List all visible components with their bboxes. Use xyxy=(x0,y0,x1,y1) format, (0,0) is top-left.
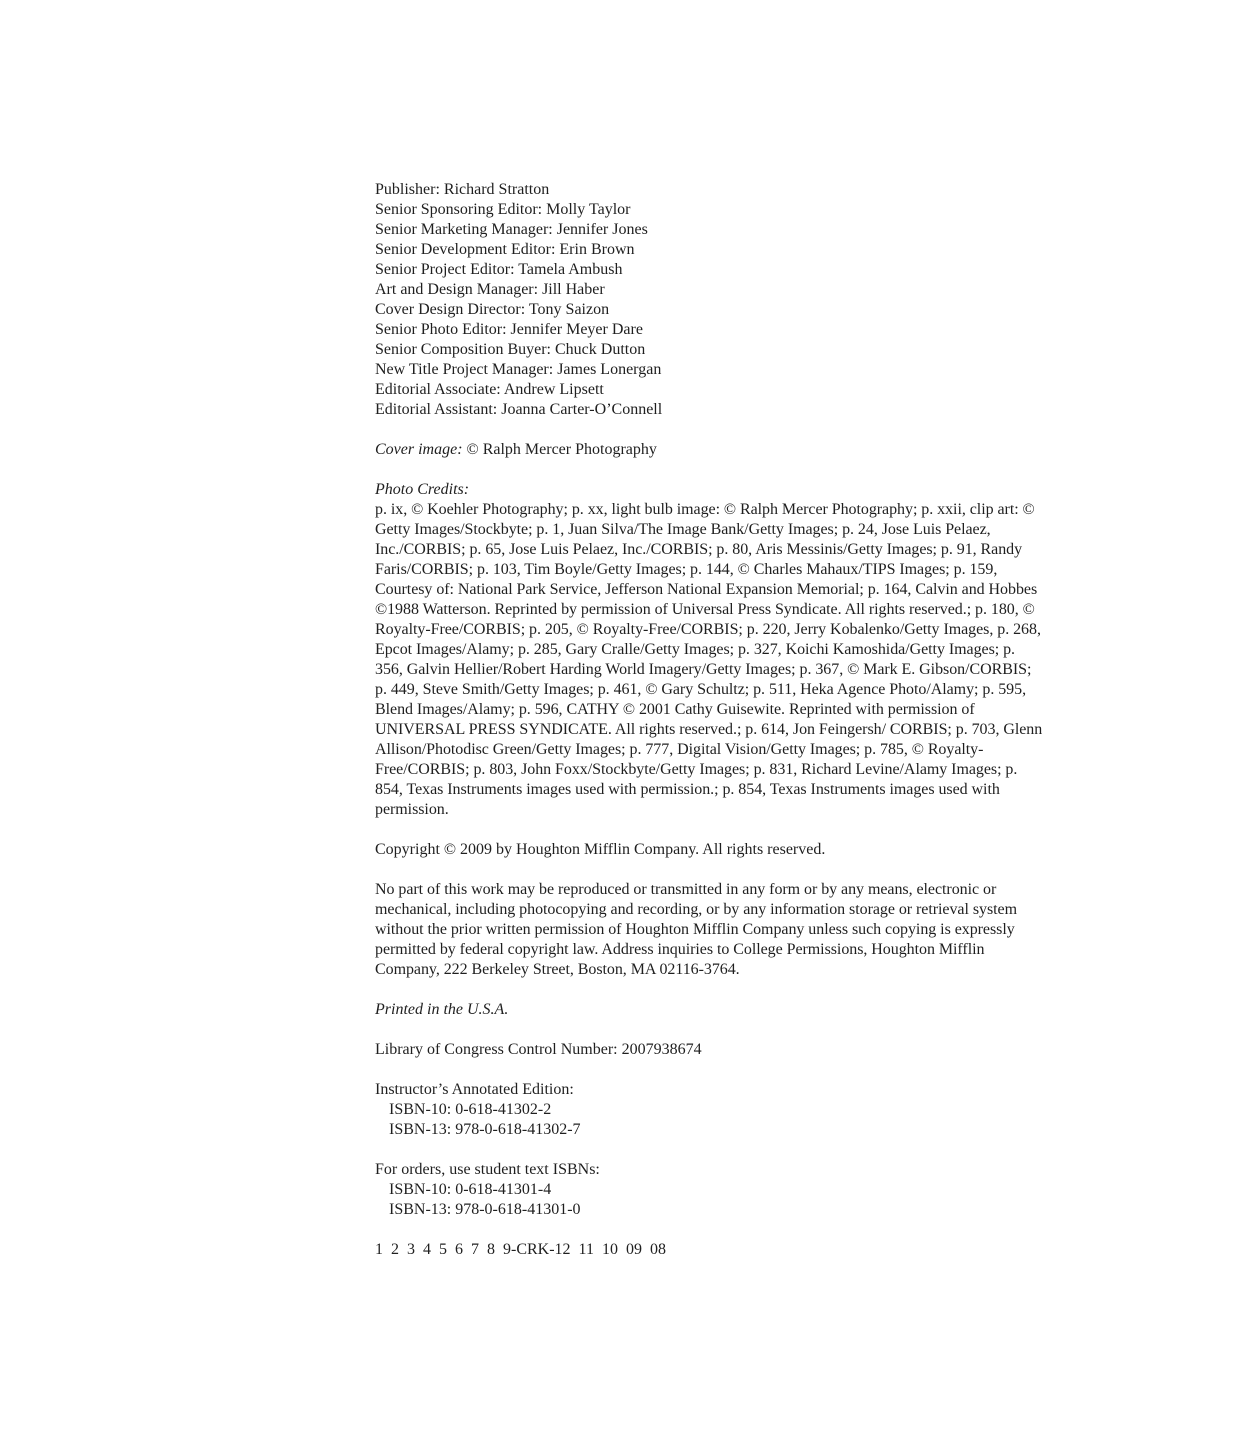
lccn-notice xyxy=(375,1040,1045,1060)
instructor-edition-label: Instructor’s Annotated Edition: xyxy=(375,1081,574,1098)
instructor-isbn13: ISBN-13: 978-0-618-41302-7 xyxy=(389,1121,581,1138)
copyright-text: Copyright © 2009 by Houghton Mifflin Company. All rights reserved. xyxy=(375,841,826,858)
permissions-text: No part of this work may be reproduced or transmitted in any form or by any means, electronic or mechanical, including photocopying and recording, or by any information storage or retrieval system without the prior written permission of Houghton Mifflin Company unless such copying is expressly permitted by federal copyright law. Address inquiries to College Permissions, Houghton Mifflin Company, 222 Berkeley Street, Boston, MA 02116-3764. xyxy=(375,881,1017,978)
staff-line-photo-editor: Senior Photo Editor: Jennifer Meyer Dare xyxy=(375,321,643,338)
cover-image-text: © Ralph Mercer Photography xyxy=(462,441,657,458)
printed-notice xyxy=(375,1000,1045,1020)
staff-line-title-project-manager: New Title Project Manager: James Lonergan xyxy=(375,361,662,378)
instructor-isbn10: ISBN-10: 0-618-41302-2 xyxy=(389,1101,552,1118)
copyright-page xyxy=(375,180,1045,1280)
photo-credits xyxy=(375,480,1045,820)
staff-line-editorial-assistant: Editorial Assistant: Joanna Carter-O’Connell xyxy=(375,401,663,418)
copyright-notice xyxy=(375,840,1045,860)
cover-image-label: Cover image: xyxy=(375,441,463,458)
staff-line-cover-design-director: Cover Design Director: Tony Saizon xyxy=(375,301,610,318)
staff-line-development-editor: Senior Development Editor: Erin Brown xyxy=(375,241,635,258)
permissions-notice xyxy=(375,880,1045,980)
photo-credits-text: p. ix, © Koehler Photography; p. xx, light bulb image: © Ralph Mercer Photography; p. xxii, clip art: © Getty Images/Stockbyte; p. 1, Juan Silva/The Image Bank/Getty Images; p. 24, Jose Luis Pelaez, Inc./CORBIS; p. 65, Jose Luis Pelaez, Inc./CORBIS; p. 80, Aris Messinis/Getty Images; p. 91, Randy Faris/CORBIS; p. 103, Tim Boyle/Getty Images; p. 144, © Charles Mahaux/TIPS Images; p. 159, Courtesy of: National Park Service, Jefferson National Expansion Memorial; p. 164, Calvin and Hobbes ©1988 Watterson. Reprinted by permission of Universal Press Syndicate. All rights reserved.; p. 180, © Royalty-Free/CORBIS; p. 205, © Royalty-Free/CORBIS; p. 220, Jerry Kobalenko/Getty Images, p. 268, Epcot Images/Alamy; p. 285, Gary Cralle/Getty Images; p. 327, Koichi Kamoshida/Getty Images; p. 356, Galvin Hellier/Robert Harding World Imagery/Getty Images; p. 367, © Mark E. Gibson/CORBIS; p. 449, Steve Smith/Getty Images; p. 461, © Gary Schultz; p. 511, Heka Agence Photo/Alamy; p. 595, Blend Images/Alamy; p. 596, CATHY © 2001 Cathy Guisewite. Reprinted with permission of UNIVERSAL PRESS SYNDICATE. All rights reserved.; p. 614, Jon Feingersh/ CORBIS; p. 703, Glenn Allison/Photodisc Green/Getty Images; p. 777, Digital Vision/Getty Images; p. 785, © Royalty-Free/CORBIS; p. 803, John Foxx/Stockbyte/Getty Images; p. 831, Richard Levine/Alamy Images; p. 854, Texas Instruments images used with permission.; p. 854, Texas Instruments images used with permission. xyxy=(375,501,1043,818)
staff-line-marketing-manager: Senior Marketing Manager: Jennifer Jones xyxy=(375,221,648,238)
instructor-edition-isbns xyxy=(375,1080,1045,1140)
student-isbn13: ISBN-13: 978-0-618-41301-0 xyxy=(389,1201,581,1218)
student-isbn10: ISBN-10: 0-618-41301-4 xyxy=(389,1181,552,1198)
staff-line-sponsoring-editor: Senior Sponsoring Editor: Molly Taylor xyxy=(375,201,631,218)
lccn-text: Library of Congress Control Number: 2007938674 xyxy=(375,1041,702,1058)
student-orders-label: For orders, use student text ISBNs: xyxy=(375,1161,600,1178)
cover-image-credit xyxy=(375,440,1045,460)
print-line xyxy=(375,1240,1045,1260)
printed-text: Printed in the U.S.A. xyxy=(375,1001,509,1018)
student-order-isbns xyxy=(375,1160,1045,1220)
staff-line-project-editor: Senior Project Editor: Tamela Ambush xyxy=(375,261,623,278)
photo-credits-label: Photo Credits: xyxy=(375,481,470,498)
staff-line-art-design-manager: Art and Design Manager: Jill Haber xyxy=(375,281,605,298)
staff-line-composition-buyer: Senior Composition Buyer: Chuck Dutton xyxy=(375,341,646,358)
print-line-text: 1 2 3 4 5 6 7 8 9-CRK-12 11 10 09 08 xyxy=(375,1241,666,1258)
staff-line-editorial-associate: Editorial Associate: Andrew Lipsett xyxy=(375,381,604,398)
staff-credits xyxy=(375,180,1045,420)
staff-line-publisher: Publisher: Richard Stratton xyxy=(375,181,550,198)
